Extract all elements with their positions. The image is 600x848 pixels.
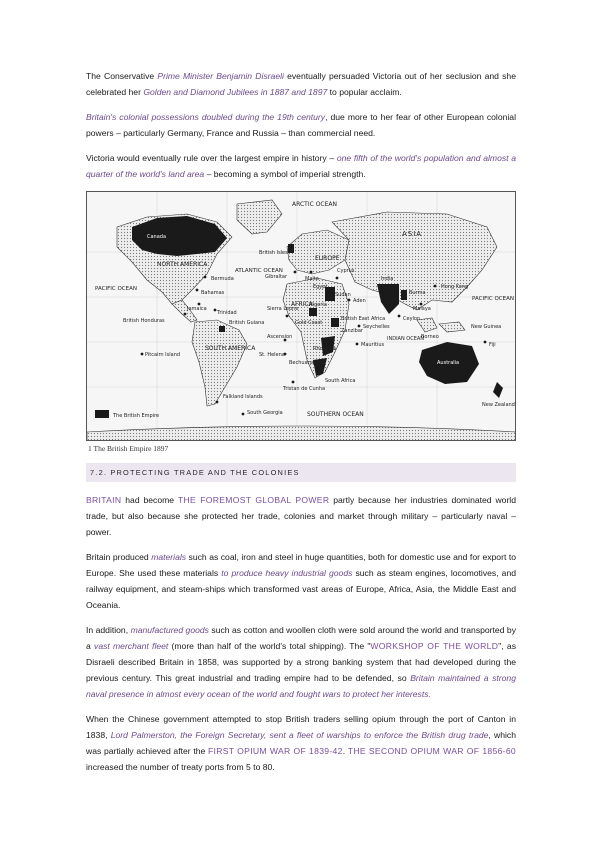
text-run: (more than half of the world's total shipping). The " [168, 641, 371, 651]
text-run: . [342, 746, 348, 756]
british-isles-label: British Isles [259, 250, 288, 256]
map-caption: 1 The British Empire 1897 [88, 444, 169, 453]
legend-swatch [95, 410, 109, 418]
british-east-africa-territory [331, 318, 339, 327]
south-america-label: SOUTH AMERICA [205, 345, 256, 352]
keyword-workshop-of-the-world: WORKSHOP OF THE WORLD [370, 641, 499, 651]
keyword-foremost-global-power: THE FOREMOST GLOBAL POWER [177, 495, 330, 505]
burma-territory [401, 290, 407, 300]
bermuda-label: Bermuda [211, 276, 234, 282]
emphasis-merchant-fleet: vast merchant fleet [94, 641, 169, 651]
intro-paragraph-2 [86, 109, 516, 141]
south-africa-label: South Africa [325, 378, 356, 384]
page-content [86, 68, 516, 784]
australia-label: Australia [437, 360, 460, 366]
asia-label: ASIA [402, 230, 423, 238]
pacific-ocean-left-label: PACIFIC OCEAN [95, 286, 137, 292]
ceylon-label: Ceylon [403, 316, 421, 322]
text-run: – becoming a symbol of imperial strength. [204, 169, 366, 179]
emphasis-palmerston: Lord Palmerston, the Foreign Secretary, sent a fleet of warships to enforce the British drug trade [110, 730, 489, 740]
text-run: increased the number of treaty ports from 5 to 80. [86, 762, 275, 772]
canada-label: Canada [147, 234, 167, 240]
body-paragraph-1 [86, 492, 516, 540]
emphasis-colonial-possessions: Britain's colonial possessions doubled during the 19th century [86, 112, 326, 122]
text-run: had become [121, 495, 178, 505]
text-run: When the Chinese government attempted to stop British traders selling opium through the port of Canton in 1838, [86, 714, 516, 740]
jamaica-label: Jamaica [187, 306, 207, 312]
british-guiana-territory [219, 326, 225, 332]
cyprus-label: Cyprus [337, 268, 355, 274]
emphasis-jubilees: Golden and Diamond Jubilees in 1887 and 1897 [143, 87, 328, 97]
nigeria-label: Nigeria [309, 302, 327, 308]
north-america-label: NORTH AMERICA [157, 261, 208, 268]
section-heading: 7.2. PROTECTING TRADE AND THE COLONIES [86, 463, 516, 482]
text-run: In addition, [86, 625, 131, 635]
falkland-islands-label: Falkland Islands [223, 394, 263, 400]
text-run: eventually persuaded Victoria out of her seclusion and she celebrated her [86, 71, 516, 97]
new-guinea-label: New Guinea [471, 324, 502, 330]
gold-coast-label: Gold Coast [295, 320, 323, 326]
british-honduras-label: British Honduras [123, 318, 165, 324]
egypt-label: Egypt [313, 284, 328, 290]
indian-ocean-label: INDIAN OCEAN [387, 336, 425, 342]
emphasis-materials: materials [151, 552, 187, 562]
text-run: , due more to her fear of other European colonial powers – particularly Germany, France and Russia – than commercial need. [86, 112, 516, 138]
legend-label: The British Empire [113, 413, 160, 419]
arctic-ocean-label: ARCTIC OCEAN [292, 201, 337, 208]
fiji-label: Fiji [489, 342, 496, 348]
new-zealand-label: New Zealand [482, 402, 515, 408]
british-empire-map [86, 191, 516, 441]
emphasis-disraeli: Prime Minister Benjamin Disraeli [157, 71, 284, 81]
aden-label: Aden [353, 298, 366, 304]
text-run: such as coal, iron and steel in huge quantities, both for domestic use and for export to Europe. She used these materials [86, 552, 516, 578]
st-helena-label: St. Helena [259, 352, 285, 358]
europe-label: EUROPE [315, 255, 340, 262]
rhodesia-label: Rhodesia [313, 346, 337, 352]
trinidad-label: Trinidad [217, 310, 237, 316]
mauritius-label: Mauritius [361, 342, 385, 348]
keyword-first-opium-war: FIRST OPIUM WAR OF 1839-42 [208, 746, 343, 756]
ascension-label: Ascension [267, 334, 293, 340]
bahamas-label: Bahamas [201, 290, 225, 296]
emphasis-heavy-industrial-goods: to produce heavy industrial goods [221, 568, 353, 578]
nigeria-territory [309, 308, 317, 316]
sierra-leone-label: Sierra Leone [267, 306, 299, 312]
british-guiana-label: British Guiana [229, 320, 265, 326]
seychelles-label: Seychelles [363, 324, 390, 330]
intro-paragraph-1 [86, 68, 516, 100]
keyword-second-opium-war: THE SECOND OPIUM WAR OF 1856-60 [347, 746, 516, 756]
pacific-ocean-right-label: PACIFIC OCEAN [472, 296, 514, 302]
hong-kong-label: Hong Kong [441, 284, 469, 290]
africa-label: AFRICA [291, 301, 313, 308]
south-georgia-label: South Georgia [247, 410, 283, 416]
emphasis-world-population: one fifth of the world's population and almost a quarter of the world's land area [86, 153, 516, 179]
tristan-de-cunha-label: Tristan de Cunha [283, 386, 326, 392]
india-label: India [381, 276, 394, 282]
british-isles-territory [288, 244, 294, 253]
world-map-drawing [87, 192, 516, 441]
text-run: such as steam engines, locomotives, and railway equipment, and steam-ships which transformed vast areas of Europe, Africa, Asia, the Middle East and Oceania. [86, 568, 516, 610]
malta-label: Malta [305, 276, 319, 282]
body-paragraph-4 [86, 711, 516, 775]
british-east-africa-label: British East Africa [341, 316, 386, 322]
southern-ocean-label: SOUTHERN OCEAN [307, 411, 364, 418]
text-run: , which was partially achieved after the [86, 730, 516, 756]
zanzibar-label: Zanzibar [341, 328, 363, 334]
text-run: Victoria would eventually rule over the largest empire in history – [86, 153, 337, 163]
emphasis-naval-presence: Britain maintained a strong naval presence in almost every ocean of the world and fought wars to protect her interests. [86, 673, 516, 699]
body-paragraph-2 [86, 549, 516, 613]
gibraltar-label: Gibraltar [265, 274, 288, 280]
pitcairn-island-label: Pitcairn Island [145, 352, 181, 358]
text-run: Britain produced [86, 552, 152, 562]
sudan-label: Sudan [335, 292, 351, 298]
text-run: The Conservative [86, 71, 158, 81]
text-run: partly because her industries dominated world trade, but also because she protected her trade, colonies and market through military – particularly naval – power. [86, 495, 516, 537]
keyword-britain: BRITAIN [86, 495, 122, 505]
emphasis-manufactured-goods: manufactured goods [130, 625, 209, 635]
intro-paragraph-3 [86, 150, 516, 182]
atlantic-ocean-label: ATLANTIC OCEAN [235, 268, 283, 274]
text-run: to popular acclaim. [327, 87, 402, 97]
body-paragraph-3 [86, 622, 516, 702]
borneo-label: Borneo [421, 334, 439, 340]
malaya-label: Malaya [413, 306, 431, 312]
text-run: such as cotton and woollen cloth were sold around the world and transported by a [86, 625, 517, 651]
bechuanaland-label: Bechuanaland [289, 360, 325, 366]
text-run: ", as Disraeli described Britain in 1858, was supported by a strong banking system that had developed during the previous century. This great industrial and trading empire had to be defended, so [86, 641, 516, 683]
burma-label: Burma [409, 290, 426, 296]
